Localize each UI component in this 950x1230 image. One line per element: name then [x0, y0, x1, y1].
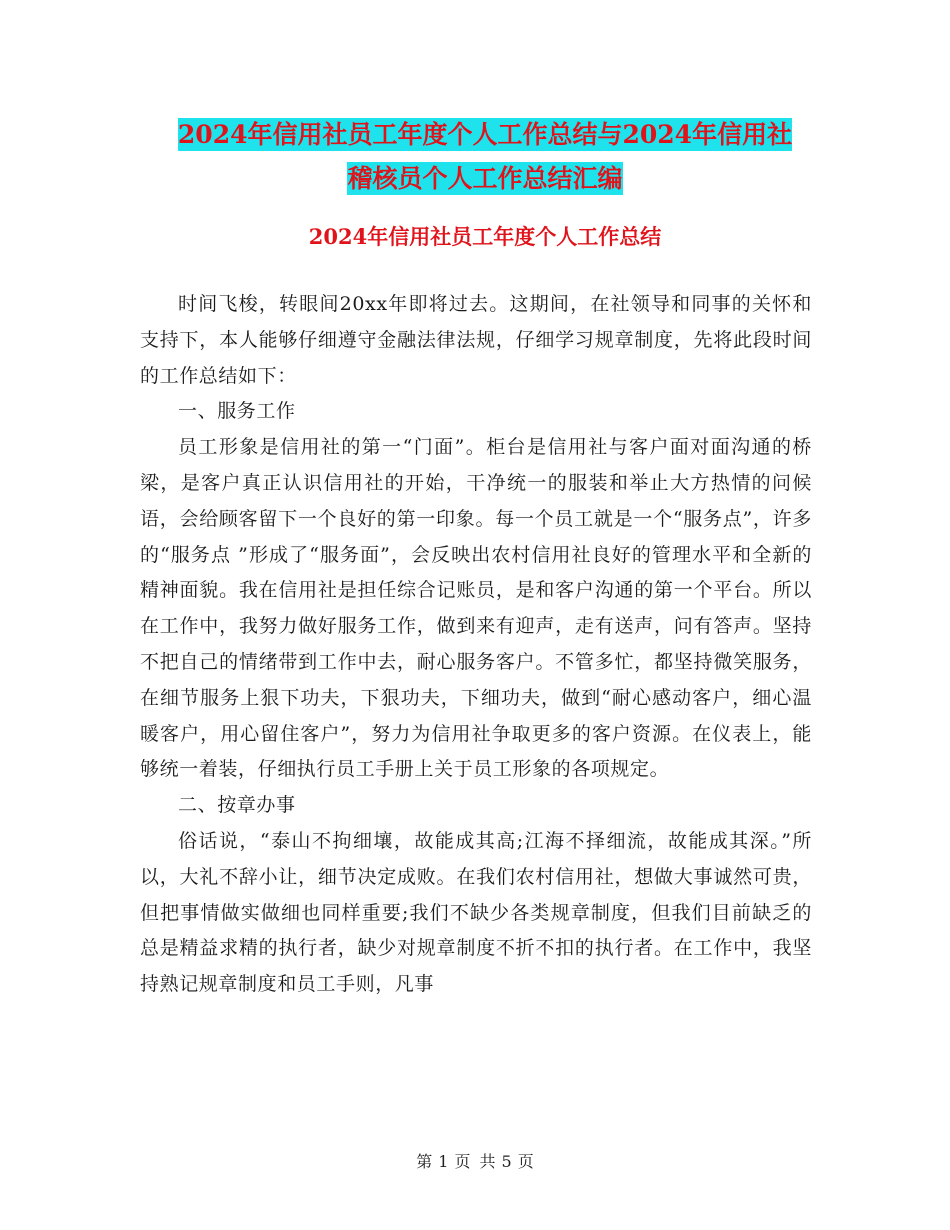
- footer-total-pages: 5: [501, 1152, 512, 1171]
- body-text: [140, 287, 812, 1003]
- footer-prefix: 第: [416, 1152, 433, 1171]
- paragraph-service-work: 员工形象是信用社的第一“门面”。柜台是信用社与客户面对面沟通的桥梁，是客户真正认识信用社的开始，干净统一的服装和举止大方热情的问候语，会给顾客留下一个良好的第一印象。每一个员工就是一个“服务点”，许多的“服务点 ”形成了“服务面”，会反映出农村信用社良好的管理水平和全新的精神面貌。我在信用社是担任综合记账员，是和客户沟通的第一个平台。所以在工作中，我努力做好服务工作，做到来有迎声，走有送声，问有答声。坚持不把自己的情绪带到工作中去，耐心服务客户。不管多忙，都坚持微笑服务，在细节服务上狠下功夫，下狠功夫，下细功夫，做到“耐心感动客户，细心温暖客户，用心留住客户”，努力为信用社争取更多的客户资源。在仪表上，能够统一着装，仔细执行员工手册上关于员工形象的各项规定。: [140, 436, 812, 781]
- paragraph-intro: 时间飞梭，转眼间20xx年即将过去。这期间，在社领导和同事的关怀和支持下，本人能够仔细遵守金融法律法规，仔细学习规章制度，先将此段时间的工作总结如下：: [140, 293, 812, 387]
- heading-follow-rules: 二、按章办事: [178, 794, 296, 817]
- heading-service-work: 一、服务工作: [178, 400, 296, 423]
- page-footer: [0, 1149, 950, 1172]
- title-line-2: 稽核员个人工作总结汇编: [347, 164, 623, 193]
- footer-middle: 页 共: [454, 1152, 496, 1171]
- title-line-1: 2024年信用社员工年度个人工作总结与2024年信用社: [177, 120, 793, 149]
- footer-page-number: 1: [438, 1152, 449, 1171]
- paragraph-follow-rules: 俗话说，“泰山不拘细壤，故能成其高;江海不择细流，故能成其深。”所以，大礼不辞小让，细节决定成败。在我们农村信用社，想做大事诚然可贵，但把事情做实做细也同样重要;我们不缺少各类规章制度，但我们目前缺乏的总是精益求精的执行者，缺少对规章制度不折不扣的执行者。在工作中，我坚持熟记规章制度和员工手则，凡事: [140, 829, 812, 996]
- section-title: 2024年信用社员工年度个人工作总结: [308, 224, 662, 249]
- document-title: [140, 113, 830, 201]
- footer-suffix: 页: [517, 1152, 534, 1171]
